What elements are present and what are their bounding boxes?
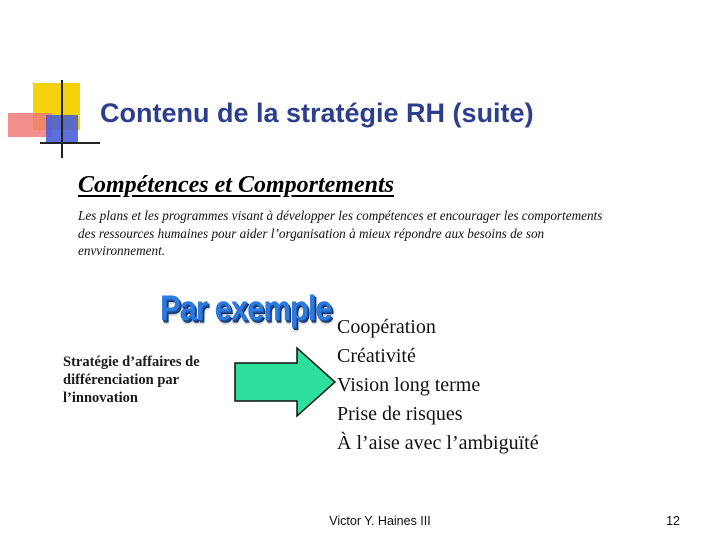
trait-item: Vision long terme xyxy=(337,374,481,396)
trait-item: À l’aise avec l’ambiguïté xyxy=(337,432,539,454)
right-arrow-icon xyxy=(233,346,337,418)
page-number: 12 xyxy=(666,514,680,528)
logo-red-bar xyxy=(8,113,52,137)
slide-title: Contenu de la stratégie RH (suite) xyxy=(100,98,534,128)
arrow-shape xyxy=(235,348,335,416)
example-badge: Par exemple xyxy=(160,288,332,329)
trait-item: Prise de risques xyxy=(337,403,463,425)
trait-item: Coopération xyxy=(337,316,436,338)
footer-author: Victor Y. Haines III xyxy=(329,514,431,528)
slide-logo xyxy=(0,0,110,170)
trait-item: Créativité xyxy=(337,345,416,367)
section-description: Les plans et les programmes visant à développer les compétences et encourager les comportements des ressources humaines pour aider l’organisation à mieux répondre aux besoins de son envvironnement. xyxy=(78,208,603,258)
section-heading: Compétences et Comportements xyxy=(78,172,394,198)
traits-list xyxy=(337,313,539,458)
strategy-text: Stratégie d’affaires de différenciation par l’innovation xyxy=(63,354,200,406)
